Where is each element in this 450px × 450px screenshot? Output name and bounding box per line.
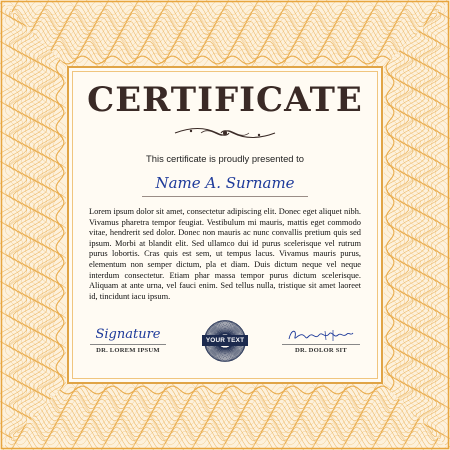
- name-underline: [142, 196, 308, 197]
- recipient-name: Name A. Surname: [155, 174, 295, 192]
- left-signature-script: Signature: [95, 327, 161, 342]
- right-signatory-name: DR. DOLOR SIT: [295, 347, 347, 354]
- right-signature-scribble: [285, 327, 357, 343]
- seal-emblem: [195, 319, 255, 363]
- certificate-body-text: Lorem ipsum dolor sit amet, consectetur adipiscing elit. Donec eget aliquet nibh. Vivamus pharetra tempor feugiat. Vestibulum mi mauris, mattis eget commodo vitae, hendrerit sed dolor. Donec non mauris ac nunc convallis pretium quis sed ipsum. Morbi at blandit elit. Sed ullamco dui id purus scelerisque vel rutrum purus lobortis. Cras quis est sem, ut tempus lacus. Vivamus mauris purus, elementum non semper dictum, pla et diam. Duis dictum neque vel neque interdum consectetur. Etiam phar massa tempor purus dictum scelerisque. Aliquam at ante urna, vel fauci enim. Sed tellus nulla, tristique sit amet laoreet id, tincidunt iacu ipsum.: [89, 207, 361, 301]
- left-signature-block: [88, 327, 168, 354]
- right-signature-line: [282, 344, 360, 345]
- left-signature-line: [90, 344, 166, 345]
- presented-to-text: This certificate is proudly presented to: [146, 153, 304, 164]
- right-signature-block: [280, 327, 362, 354]
- title-flourish: [171, 121, 279, 145]
- left-signatory-name: DR. LOREM IPSUM: [96, 347, 160, 354]
- certificate-title: CERTIFICATE: [87, 80, 363, 120]
- seal-label: YOUR TEXT: [205, 337, 245, 344]
